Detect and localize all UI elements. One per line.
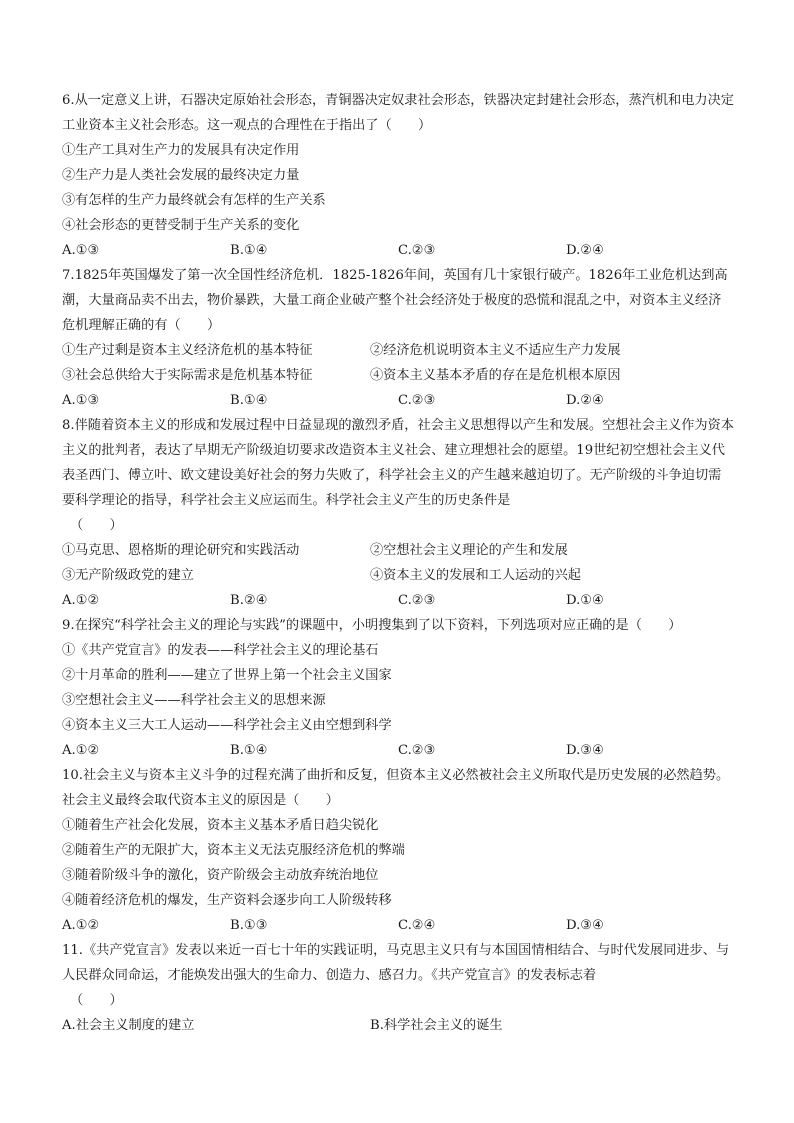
option-a: A.①② xyxy=(62,918,100,933)
statement-row xyxy=(62,563,734,588)
statement-item: ②生产力是人类社会发展的最终决定力量 xyxy=(62,168,300,183)
statement-item: ①生产过剩是资本主义经济危机的基本特征 xyxy=(62,343,313,358)
option-b: B.科学社会主义的诞生 xyxy=(370,1018,503,1033)
option-c: C.②③ xyxy=(398,243,436,258)
question-stem: 11.《共产党宣言》发表以来近一百七十年的实践证明，马克思主义只有与本国国情相结合、与时代发展同进步、与人民群众同命运，才能焕发出强大的生命力、创造力、感召力。《共产党宣言》的发表标志着 xyxy=(62,943,730,983)
statement-item: ④资本主义基本矛盾的存在是危机根本原因 xyxy=(370,368,621,383)
option-d: D.③④ xyxy=(566,918,604,933)
option-c: C.②③ xyxy=(398,743,436,758)
statement-item: ④资本主义三大工人运动——科学社会主义由空想到科学 xyxy=(62,718,392,733)
statement-item: ②空想社会主义理论的产生和发展 xyxy=(370,543,568,558)
exam-page xyxy=(62,88,734,1038)
option-c: C.②④ xyxy=(398,918,436,933)
statement-item: ③有怎样的生产力最终就会有怎样的生产关系 xyxy=(62,193,326,208)
statement-row xyxy=(62,363,734,388)
question-11 xyxy=(62,938,734,1038)
statement-item: ③社会总供给大于实际需求是危机基本特征 xyxy=(62,368,313,383)
statement-item: ③无产阶级政党的建立 xyxy=(62,568,194,583)
statement-item: ④社会形态的更替受制于生产关系的变化 xyxy=(62,218,300,233)
option-c: C.②③ xyxy=(398,593,436,608)
option-d: D.①④ xyxy=(566,593,604,608)
statement-item: ②十月革命的胜利——建立了世界上第一个社会主义国家 xyxy=(62,668,392,683)
answer-options xyxy=(62,238,734,263)
question-stem: 8.伴随着资本主义的形成和发展过程中日益显现的激烈矛盾，社会主义思想得以产生和发展。空想社会主义作为资本主义的批判者，表达了早期无产阶级迫切要求改造资本主义社会、建立理想社会的愿望。19世纪初空想社会主义代表圣西门、傅立叶、欧文建设美好社会的努力失败了，科学社会主义的产生越来越迫切了。无产阶级的斗争迫切需要科学理论的指导，科学社会主义应运而生。科学社会主义产生的历史条件是 xyxy=(62,418,734,508)
statement-item: ②经济危机说明资本主义不适应生产力发展 xyxy=(370,343,621,358)
question-8 xyxy=(62,413,734,613)
option-a: A.社会主义制度的建立 xyxy=(62,1018,195,1033)
answer-options xyxy=(62,1013,734,1038)
answer-paren: （ ） xyxy=(70,518,123,533)
statement-row xyxy=(62,538,734,563)
option-c: C.②③ xyxy=(398,393,436,408)
option-d: D.②④ xyxy=(566,243,604,258)
option-a: A.①③ xyxy=(62,393,100,408)
option-d: D.③④ xyxy=(566,743,604,758)
statement-item: ④随着经济危机的爆发，生产资料会逐步向工人阶级转移 xyxy=(62,893,392,908)
question-9 xyxy=(62,613,734,763)
option-b: B.①④ xyxy=(230,243,268,258)
question-stem: 9.在探究“科学社会主义的理论与实践”的课题中，小明搜集到了以下资料，下列选项对应正确的是（ ） xyxy=(62,618,682,633)
option-b: B.①③ xyxy=(230,918,268,933)
option-a: A.①② xyxy=(62,593,100,608)
answer-options xyxy=(62,388,734,413)
answer-options xyxy=(62,738,734,763)
question-6 xyxy=(62,88,734,263)
question-stem: 6.从一定意义上讲，石器决定原始社会形态，青铜器决定奴隶社会形态，铁器决定封建社会形态，蒸汽机和电力决定工业资本主义社会形态。这一观点的合理性在于指出了（ ） xyxy=(62,93,734,133)
question-stem: 10.社会主义与资本主义斗争的过程充满了曲折和反复，但资本主义必然被社会主义所取代是历史发展的必然趋势。社会主义最终会取代资本主义的原因是（ ） xyxy=(62,768,730,808)
answer-options xyxy=(62,588,734,613)
statement-item: ③空想社会主义——科学社会主义的思想来源 xyxy=(62,693,326,708)
statement-item: ③随着阶级斗争的激化，资产阶级会主动放弃统治地位 xyxy=(62,868,379,883)
statement-row xyxy=(62,338,734,363)
question-7 xyxy=(62,263,734,413)
option-a: A.①③ xyxy=(62,243,100,258)
option-b: B.①④ xyxy=(230,393,268,408)
option-b: B.①④ xyxy=(230,743,268,758)
answer-options xyxy=(62,913,734,938)
answer-paren: （ ） xyxy=(70,993,123,1008)
statement-item: ①生产工具对生产力的发展具有决定作用 xyxy=(62,143,300,158)
option-b: B.②④ xyxy=(230,593,268,608)
statement-item: ①《共产党宣言》的发表——科学社会主义的理论基石 xyxy=(62,643,379,658)
question-stem: 7.1825年英国爆发了第一次全国性经济危机．1825-1826年间，英国有几十家银行破产。1826年工业危机达到高潮，大量商品卖不出去，物价暴跌，大量工商企业破产整个社会经济处于极度的恐慌和混乱之中，对资本主义经济危机理解正确的有（ ） xyxy=(62,268,728,333)
statement-item: ①马克思、恩格斯的理论研究和实践活动 xyxy=(62,543,300,558)
statement-item: ④资本主义的发展和工人运动的兴起 xyxy=(370,568,581,583)
statement-item: ①随着生产社会化发展，资本主义基本矛盾日趋尖锐化 xyxy=(62,818,379,833)
option-d: D.②④ xyxy=(566,393,604,408)
question-10 xyxy=(62,763,734,938)
option-a: A.①② xyxy=(62,743,100,758)
statement-item: ②随着生产的无限扩大，资本主义无法克服经济危机的弊端 xyxy=(62,843,405,858)
